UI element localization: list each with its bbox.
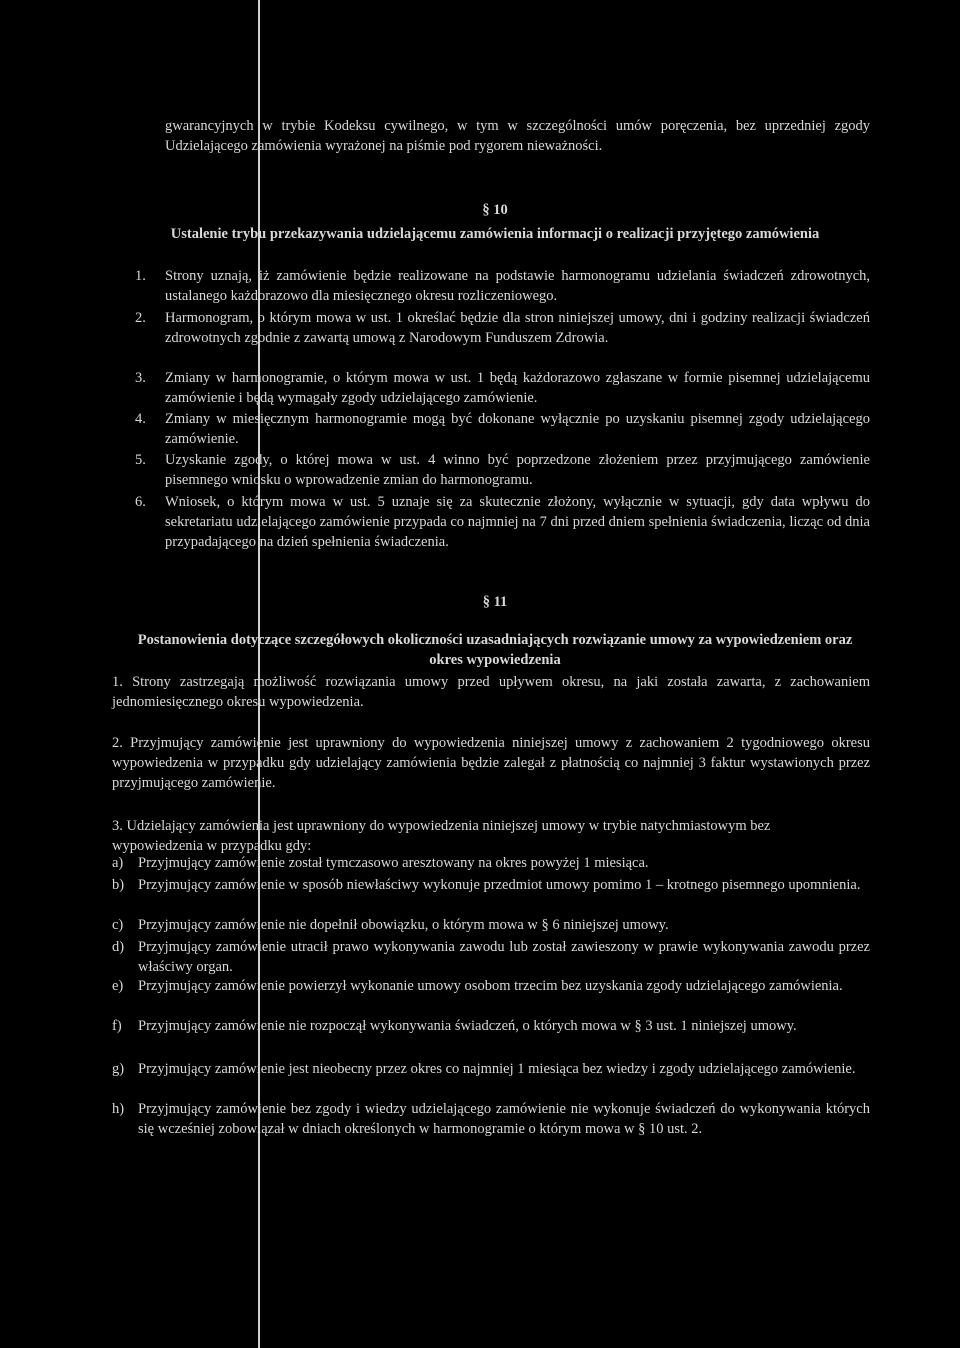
s10-item-3 xyxy=(135,368,870,408)
s11-item-h xyxy=(112,1099,870,1139)
s10-item-1 xyxy=(135,266,870,306)
s11-item-f xyxy=(112,1016,870,1036)
s10-item-2 xyxy=(135,308,870,348)
item-text: Przyjmujący zamówienie powierzył wykonanie umowy osobom trzecim bez uzyskania zgody udzielającego zamówienia. xyxy=(138,978,843,994)
s11-item-c xyxy=(112,915,870,935)
s11-paragraph-3: 3. Udzielający zamówienia jest uprawniony do wypowiedzenia niniejszej umowy w trybie natychmiastowym bez wypowiedzenia w przypadku gdy: xyxy=(112,818,771,854)
item-text: Harmonogram, o którym mowa w ust. 1 określać będzie dla stron niniejszej umowy, dni i godziny realizacji świadczeń zdrowotnych zgodnie z zawartą umową z Narodowym Funduszem Zdrowia. xyxy=(165,310,870,346)
item-text: Przyjmujący zamówienie w sposób niewłaściwy wykonuje przedmiot umowy pomimo 1 – krotnego pisemnego upomnienia. xyxy=(138,877,861,893)
section-11-mark: § 11 xyxy=(482,594,508,610)
item-letter: b) xyxy=(112,877,125,893)
item-text: Strony uznają, iż zamówienie będzie realizowane na podstawie harmonogramu udzielania świadczeń zdrowotnych, ustalanego każdorazowo dla miesięcznego okresu rozliczeniowego. xyxy=(165,268,870,304)
item-letter: d) xyxy=(112,939,125,955)
item-text: Przyjmujący zamówienie nie dopełnił obowiązku, o którym mowa w § 6 niniejszej umowy. xyxy=(138,917,669,933)
item-text: Przyjmujący zamówienie utracił prawo wykonywania zawodu lub został zawieszony w prawie wykonywania zawodu przez właściwy organ. xyxy=(138,939,870,975)
s10-item-4 xyxy=(135,409,870,449)
section-10-heading: Ustalenie trybu przekazywania udzielającemu zamówienia informacji o realizacji przyjętego zamówienia xyxy=(170,226,820,242)
item-letter: a) xyxy=(112,855,124,871)
item-text: Wniosek, o którym mowa w ust. 5 uznaje się za skutecznie złożony, wyłącznie w sytuacji, gdy data wpływu do sekretariatu udzielającego zamówienie przypada co najmniej na 7 dni przed dniem spełnienia świadczenia, licząc od dnia przypadającego na dzień spełnienia świadczenia. xyxy=(165,494,870,550)
s11-paragraph-2: 2. Przyjmujący zamówienie jest uprawniony do wypowiedzenia niniejszej umowy z zachowaniem 2 tygodniowego okresu wypowiedzenia w przypadku gdy udzielający zamówienia będzie zalegał z płatnością co najmniej 3 faktur wystawionych przez przyjmującego zamówienie. xyxy=(112,735,870,791)
s11-paragraph-1: 1. Strony zastrzegają możliwość rozwiązania umowy przed upływem okresu, na jaki została zawarta, z zachowaniem jednomiesięcznego okresu wypowiedzenia. xyxy=(112,674,870,710)
s10-item-6 xyxy=(135,492,870,552)
s11-item-d xyxy=(112,937,870,977)
s11-item-e xyxy=(112,976,870,996)
item-text: Przyjmujący zamówienie jest nieobecny przez okres co najmniej 1 miesiąca bez wiedzy i zgody udzielającego zamówienie. xyxy=(138,1061,856,1077)
section-10-mark: § 10 xyxy=(482,202,508,218)
item-letter: g) xyxy=(112,1061,125,1077)
item-number: 6. xyxy=(135,494,146,510)
item-number: 4. xyxy=(135,411,146,427)
item-number: 3. xyxy=(135,370,146,386)
s10-item-5 xyxy=(135,450,870,490)
s11-item-a xyxy=(112,853,870,873)
item-letter: e) xyxy=(112,978,124,994)
s11-item-b xyxy=(112,875,870,895)
item-text: Uzyskanie zgody, o której mowa w ust. 4 winno być poprzedzone złożeniem przez przyjmującego zamówienie pisemnego wniosku o wprowadzenie zmian do harmonogramu. xyxy=(165,452,870,488)
intro-paragraph: gwarancyjnych w trybie Kodeksu cywilnego, w tym w szczególności umów poręczenia, bez uprzedniej zgody Udzielającego zamówienia wyrażonej na piśmie pod rygorem nieważności. xyxy=(165,118,870,154)
item-letter: c) xyxy=(112,917,124,933)
item-text: Zmiany w miesięcznym harmonogramie mogą być dokonane wyłącznie po uzyskaniu pisemnej zgody udzielającego zamówienie. xyxy=(165,411,870,447)
item-letter: h) xyxy=(112,1101,125,1117)
item-text: Przyjmujący zamówienie bez zgody i wiedzy udzielającego zamówienie nie wykonuje świadczeń do wykonywania których się wcześniej zobowiązał w dniach określonych w harmonogramie o którym mowa w § 10 ust. 2. xyxy=(138,1101,870,1137)
item-number: 2. xyxy=(135,310,146,326)
item-number: 5. xyxy=(135,452,146,468)
item-letter: f) xyxy=(112,1018,122,1034)
item-number: 1. xyxy=(135,268,146,284)
s11-item-g xyxy=(112,1059,870,1079)
section-11-heading: Postanowienia dotyczące szczegółowych okoliczności uzasadniających rozwiązanie umowy za wypowiedzeniem oraz okres wypowiedzenia xyxy=(137,632,853,668)
item-text: Zmiany w harmonogramie, o którym mowa w ust. 1 będą każdorazowo zgłaszane w formie pisemnej udzielającemu zamówienie i będą wymagały zgody udzielającego zamówienie. xyxy=(165,370,870,406)
item-text: Przyjmujący zamówienie nie rozpoczął wykonywania świadczeń, o których mowa w § 3 ust. 1 niniejszej umowy. xyxy=(138,1018,797,1034)
item-text: Przyjmujący zamówienie został tymczasowo aresztowany na okres powyżej 1 miesiąca. xyxy=(138,855,649,871)
